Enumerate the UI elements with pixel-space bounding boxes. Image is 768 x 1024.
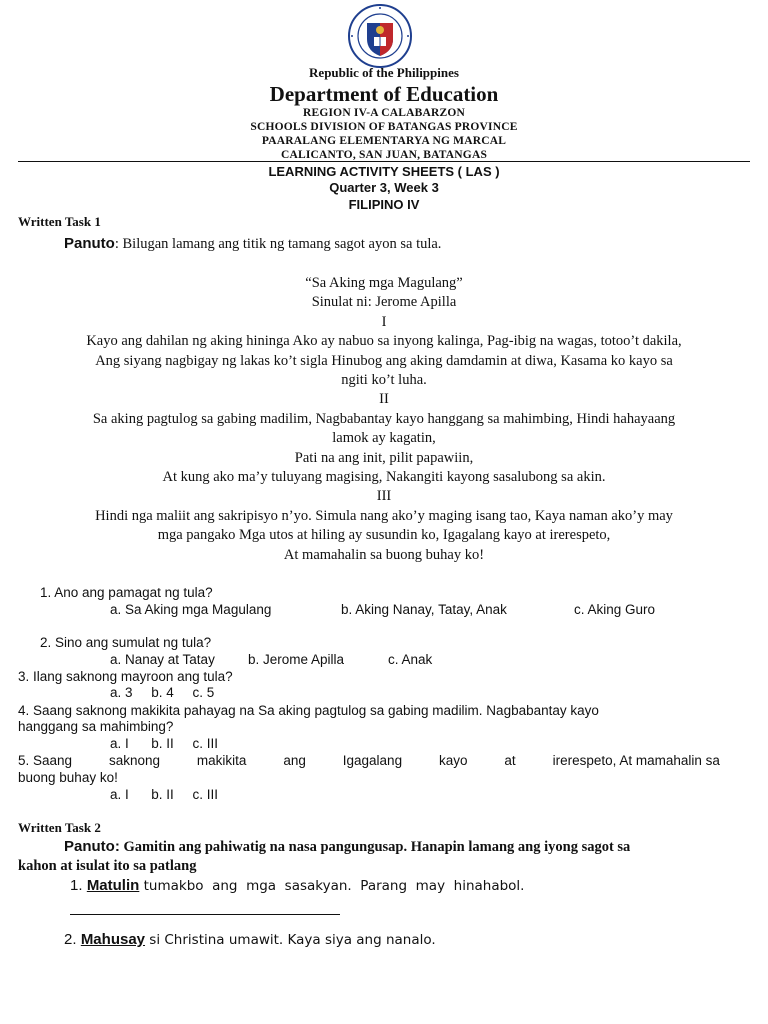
q2-option-b[interactable]: b. Jerome Apilla xyxy=(248,652,345,667)
q2-option-c[interactable]: c. Anak xyxy=(388,652,433,667)
republic-line: Republic of the Philippines xyxy=(309,65,459,80)
q4-options[interactable]: a. I b. II c. III xyxy=(110,736,219,751)
task2-instructions xyxy=(64,838,630,856)
question-1: 1. Ano ang pamagat ng tula? xyxy=(40,585,213,600)
poem-line: Kayo ang dahilan ng aking hininga Ako ay nabuo sa inyong kalinga, Pag-ibig na wagas, totoo’t dakila, xyxy=(86,333,682,350)
poem-line: Ang siyang nagbigay ng lakas ko’t sigla Hinubog ang aking damdamin at diwa, Kasama ko kayo sa xyxy=(95,352,673,369)
poem-line: Hindi nga maliit ang sakripisyo n’yo. Simula nang ako’y maging isang tao, Kaya naman ako’y may xyxy=(95,507,673,524)
question-2: 2. Sino ang sumulat ng tula? xyxy=(40,635,212,650)
item-sentence: tumakbo ang mga sasakyan. Parang may hinahabol. xyxy=(139,878,525,894)
q5-word: at xyxy=(504,753,516,768)
item-number: 1. xyxy=(70,877,83,894)
q5-word: Igagalang xyxy=(342,753,403,768)
task2-item-1 xyxy=(70,877,524,894)
panuto-label: Panuto xyxy=(64,235,115,252)
q1-option-b[interactable]: b. Aking Nanay, Tatay, Anak xyxy=(341,602,507,617)
panuto-text: : Bilugan lamang ang titik ng tamang sagot ayon sa tula. xyxy=(114,236,442,252)
stanza-number: III xyxy=(376,488,392,505)
item-sentence: si Christina umawit. Kaya siya ang nanalo. xyxy=(145,932,436,948)
written-task-2-label: Written Task 2 xyxy=(18,820,101,835)
poem-line: Sa aking pagtulog sa gabing madilim, Nagbabantay kayo hanggang sa mahimbing, Hindi hahayaang xyxy=(92,410,676,427)
q5-word: irerespeto, At mamahalin sa xyxy=(552,753,720,768)
department-title: Department of Education xyxy=(269,82,499,106)
quarter-title: Quarter 3, Week 3 xyxy=(329,180,439,195)
region-line: REGION IV-A CALABARZON xyxy=(302,107,465,119)
poem-line: Pati na ang init, pilit papawiin, xyxy=(294,449,474,466)
panuto-text: Gamitin ang pahiwatig na nasa pangungusap. Hanapin lamang ang iyong sagot sa xyxy=(119,839,631,855)
q5-word: kayo xyxy=(438,753,468,768)
task1-instructions xyxy=(64,235,441,253)
q3-options[interactable]: a. 3 b. 4 c. 5 xyxy=(110,685,215,700)
q5-word: saknong xyxy=(108,753,160,768)
q5-word: makikita xyxy=(196,753,247,768)
division-line: SCHOOLS DIVISION OF BATANGAS PROVINCE xyxy=(250,121,518,133)
stanza-number: I xyxy=(381,313,387,330)
item-keyword: Mahusay xyxy=(80,931,146,948)
item-number: 2. xyxy=(64,931,77,948)
panuto-label: Panuto: xyxy=(64,838,120,855)
q5-word: ang xyxy=(283,753,306,768)
subject-title: FILIPINO IV xyxy=(348,197,420,212)
question-4: 4. Saang saknong makikita pahayag na Sa aking pagtulog sa gabing madilim. Nagbabantay kayo xyxy=(18,703,599,718)
school-line: PAARALANG ELEMENTARYA NG MARCAL xyxy=(261,135,507,147)
stanza-number: II xyxy=(379,391,389,408)
task2-item-2 xyxy=(64,931,436,948)
address-line: CALICANTO, SAN JUAN, BATANGAS xyxy=(280,149,488,161)
deped-seal-icon xyxy=(347,3,413,69)
q5-options[interactable]: a. I b. II c. III xyxy=(110,787,219,802)
question-4-cont: hanggang sa mahimbing? xyxy=(18,719,174,734)
q1-option-c[interactable]: c. Aking Guro xyxy=(574,602,656,617)
poem-line: At mamahalin sa buong buhay ko! xyxy=(283,546,485,563)
answer-blank[interactable] xyxy=(70,914,340,915)
poem-line: mga pangako Mga utos at hiling ay susundin ko, Igagalang kayo at irerespeto, xyxy=(157,527,611,544)
q5-word: 5. Saang xyxy=(18,753,73,768)
task2-instructions-cont: kahon at isulat ito sa patlang xyxy=(18,858,197,874)
item-keyword: Matulin xyxy=(86,877,140,894)
poem-line: At kung ako ma’y tuluyang magising, Nakangiti kayong sasalubong sa akin. xyxy=(162,469,606,486)
header-divider xyxy=(18,161,750,162)
question-3: 3. Ilang saknong mayroon ang tula? xyxy=(18,669,233,684)
poem xyxy=(12,274,756,565)
question-5 xyxy=(18,753,720,768)
poem-line: lamok ay kagatin, xyxy=(332,430,436,447)
poem-author: Sinulat ni: Jerome Apilla xyxy=(311,294,457,311)
written-task-1-label: Written Task 1 xyxy=(18,214,101,229)
poem-title: “Sa Aking mga Magulang” xyxy=(305,275,463,291)
q2-option-a[interactable]: a. Nanay at Tatay xyxy=(110,652,215,667)
question-5-cont: buong buhay ko! xyxy=(18,770,118,785)
las-title: LEARNING ACTIVITY SHEETS ( LAS ) xyxy=(268,164,500,179)
q1-option-a[interactable]: a. Sa Aking mga Magulang xyxy=(110,602,272,617)
poem-line: ngiti ko’t luha. xyxy=(341,372,427,389)
